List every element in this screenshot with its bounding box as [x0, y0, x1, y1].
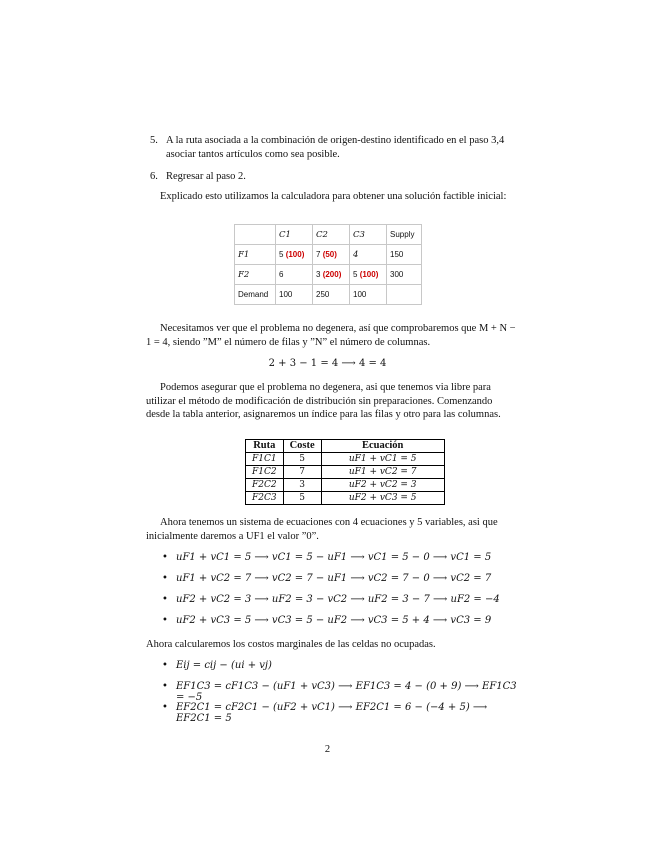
table-row [246, 466, 445, 479]
equation-text: uF2 + vC2 = 3 ⟶ uF2 = 3 − vC2 ⟶ uF2 = 3 − 7 ⟶ uF2 = −4 [176, 594, 500, 605]
table-cell [235, 225, 276, 245]
steps-list [146, 134, 518, 193]
paragraph-calculator: Explicado esto utilizamos la calculadora para obtener una solución factible inicial: [160, 191, 507, 202]
bullet-dot: • [162, 573, 168, 584]
list-item [160, 660, 520, 681]
cell-value: 4 [353, 249, 359, 260]
table-row [246, 479, 445, 492]
cell-value: 7 [316, 250, 321, 259]
cell-allocation: (100) [285, 250, 305, 259]
list-item [146, 134, 518, 161]
table-cell: uF1 + vC2 = 7 [321, 466, 444, 479]
list-item [160, 573, 520, 594]
column-header: Ruta [246, 440, 284, 453]
cell-allocation: (100) [359, 270, 379, 279]
list-item [146, 170, 518, 184]
ruta-table [245, 439, 445, 505]
table-cell [276, 245, 313, 265]
equation-text: Eij = cij − (ui + vj) [176, 660, 272, 671]
bullet-dot: • [162, 615, 168, 626]
table-cell: 5 [283, 492, 321, 505]
table-cell [350, 245, 387, 265]
table-cell [276, 265, 313, 285]
cell-value: 5 [279, 250, 284, 259]
table-cell: uF2 + vC3 = 5 [321, 492, 444, 505]
column-header: Coste [283, 440, 321, 453]
list-item [160, 552, 520, 573]
table-cell: 7 [283, 466, 321, 479]
list-number: 6. [150, 171, 158, 182]
bullet-dot: • [162, 594, 168, 605]
column-header: C3 [350, 225, 387, 245]
page-number: 2 [324, 744, 331, 755]
table-row [235, 225, 422, 245]
calculator-table [234, 224, 422, 305]
row-header: F1 [235, 245, 276, 265]
table-cell: uF2 + vC2 = 3 [321, 479, 444, 492]
cell-value: 5 [353, 270, 358, 279]
table-cell [387, 285, 422, 305]
system-bullets [160, 552, 520, 636]
table-cell: F1C1 [246, 453, 284, 466]
bullet-dot: • [162, 681, 168, 692]
cell-allocation: (50) [322, 250, 337, 259]
column-header: Supply [387, 225, 422, 245]
table-cell: 3 [283, 479, 321, 492]
cost-bullets [160, 660, 520, 723]
paragraph-system: Ahora tenemos un sistema de ecuaciones con 4 ecuaciones y 5 variables, asi que inicialmente daremos a UF1 el valor ”0”. [146, 517, 498, 542]
bullet-dot: • [162, 552, 168, 563]
equation-text: uF1 + vC2 = 7 ⟶ vC2 = 7 − uF1 ⟶ vC2 = 7 − 0 ⟶ vC2 = 7 [176, 573, 492, 584]
table-cell: F2C3 [246, 492, 284, 505]
row-header: Demand [235, 285, 276, 305]
paragraph-costs: Ahora calcularemos los costos marginales de las celdas no ocupadas. [146, 639, 436, 650]
column-header: Ecuación [321, 440, 444, 453]
table-cell: 100 [276, 285, 313, 305]
table-cell [313, 265, 350, 285]
list-number: 5. [150, 135, 158, 146]
table-cell: F1C2 [246, 466, 284, 479]
row-header: F2 [235, 265, 276, 285]
table-cell [350, 265, 387, 285]
table-cell: 100 [350, 285, 387, 305]
cell-allocation: (200) [322, 270, 342, 279]
table-row [235, 285, 422, 305]
table-cell: 5 [283, 453, 321, 466]
table-row [246, 453, 445, 466]
column-header: C2 [313, 225, 350, 245]
table-cell: F2C2 [246, 479, 284, 492]
bullet-dot: • [162, 660, 168, 671]
list-text: A la ruta asociada a la combinación de origen-destino identificado en el paso 3,4 asociar tantos artículos como sea posible. [166, 135, 505, 160]
table-cell: 150 [387, 245, 422, 265]
list-text: Regresar al paso 2. [166, 171, 246, 182]
table-cell: 250 [313, 285, 350, 305]
equation-display: 2 + 3 − 1 = 4 ⟶ 4 = 4 [268, 358, 387, 369]
table-row [235, 245, 422, 265]
list-item [160, 615, 520, 636]
table-cell: 300 [387, 265, 422, 285]
bullet-dot: • [162, 702, 168, 713]
equation-text: EF1C3 = cF1C3 − (uF1 + vC3) ⟶ EF1C3 = 4 − (0 + 9) ⟶ EF1C3 = −5 [176, 681, 517, 703]
table-cell: uF1 + vC1 = 5 [321, 453, 444, 466]
column-header: C1 [276, 225, 313, 245]
list-item [160, 681, 520, 702]
list-item [160, 702, 520, 723]
equation-text: EF2C1 = cF2C1 − (uF2 + vC1) ⟶ EF2C1 = 6 − (−4 + 5) ⟶ EF2C1 = 5 [176, 702, 488, 724]
table-cell [313, 245, 350, 265]
table-row [246, 492, 445, 505]
paragraph-degeneracy-check: Necesitamos ver que el problema no degenera, así que comprobaremos que M + N − 1 = 4, siendo ”M” el número de filas y ”N” el número de columnas. [146, 323, 516, 348]
cell-value: 6 [279, 270, 284, 279]
paragraph-method: Podemos asegurar que el problema no degenera, asi que tenemos via libre para utilizar el método de modificación de distribución sin preparaciones. Comenzando desde la tabla anterior, asignaremos un índice para las filas y otro para las columnas. [146, 382, 501, 420]
table-row [246, 440, 445, 453]
equation-text: uF2 + vC3 = 5 ⟶ vC3 = 5 − uF2 ⟶ vC3 = 5 + 4 ⟶ vC3 = 9 [176, 615, 492, 626]
table-row [235, 265, 422, 285]
list-item [160, 594, 520, 615]
cell-value: 3 [316, 270, 321, 279]
equation-text: uF1 + vC1 = 5 ⟶ vC1 = 5 − uF1 ⟶ vC1 = 5 − 0 ⟶ vC1 = 5 [176, 552, 492, 563]
